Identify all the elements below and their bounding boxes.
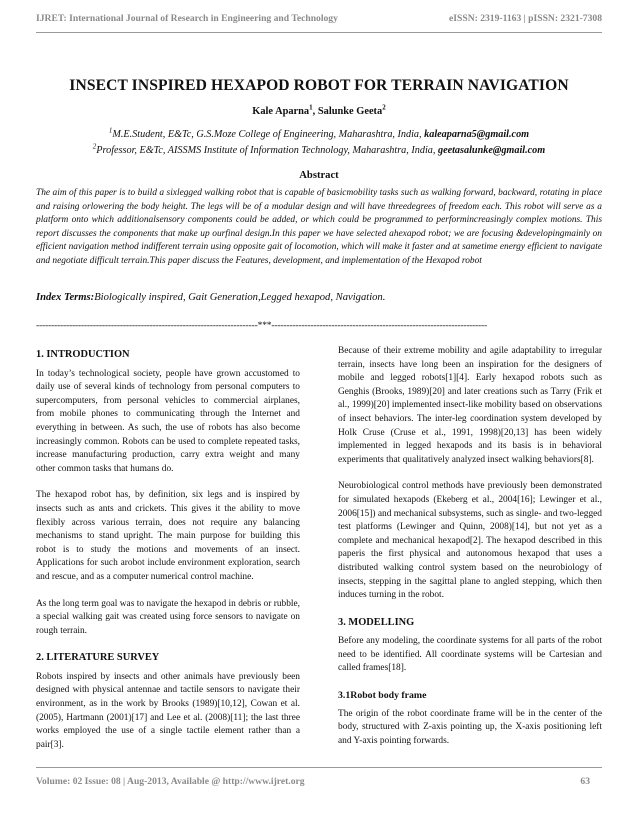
- literature-survey-paragraph: Robots inspired by insects and other animals have previously been designed with physical antennae and tactile sensors to navigate their environment, as in the work by Brooks (1989)[10,12], Cowan et al. (2005), Hartmann (2001)[17] and Lee et al. (2008)[11]; the last three works employed the use of a single tactile element rather than a pair[3].: [36, 671, 300, 750]
- robot-body-frame-heading: 3.1Robot body frame: [338, 690, 427, 702]
- introduction-paragraph-1: In today’s technological society, people have grown accustomed to daily use of several kinds of technology from personal computers to supercomputers, from personal vehicles to commercial airplanes, from mobile phones to communicating through the Internet and everything in between. As such, the use of robots has also become increasingly common. Robots can be used to complete repeated tasks, increase manufacturing production, carry extra weight and many other common tasks that humans do.: [36, 368, 300, 474]
- affiliation-1: [36, 126, 602, 140]
- affiliation-2: [36, 142, 602, 156]
- affiliation-1-email[interactable]: kaleaparna5@gmail.com: [424, 129, 530, 140]
- author-2-sup: 2: [382, 103, 386, 112]
- introduction-paragraph-2: The hexapod robot has, by definition, six legs and is inspired by insects such as ants and crickets. This gives it the ability to move flexibly across various terrain, does not require any balancing mechanisms to stand upright. The main purpose for building this robot is to study the motions and movements of an insect. Applications for such arobot include environment exploration, search and rescue, and as a computer numerical control machine.: [36, 490, 300, 582]
- introduction-heading: 1. INTRODUCTION: [36, 349, 130, 360]
- literature-paragraph-3: Neurobiological control methods have previously been demonstrated for simulated hexapods (Ekeberg et al., 2004[16]; Lewinger et al., 2006[15]) and mechanical subsystems, such as single- and two-legged test platforms (Lewinger and Quinn, 2008)[14], but not yet as a complete and mechanical hexapod[2]. The hexapod described in this paperis the first physical and autonomous hexapod that uses a distributed walking control system based on the neurobiology of insects, stepping in the sagittal plane to angled stepping, which then induces turning in the robot.: [338, 481, 602, 601]
- affiliation-1-text: M.E.Student, E&Tc, G.S.Moze College of Engineering, Maharashtra, India,: [112, 129, 425, 140]
- left-column: [36, 348, 300, 765]
- page-number: 63: [580, 776, 590, 787]
- literature-survey-heading: 2. LITERATURE SURVEY: [36, 652, 160, 664]
- header-rule: [36, 32, 602, 33]
- footer-rule: [36, 767, 602, 768]
- modelling-paragraph: Before any modeling, the coordinate systems for all parts of the robot need to be identified. All coordinate systems will be Cartesian and called frames[18].: [338, 636, 602, 674]
- right-column: [338, 345, 602, 761]
- author-line: [36, 103, 602, 117]
- modelling-heading: 3. MODELLING: [338, 616, 415, 628]
- abstract-text: The aim of this paper is to build a sixlegged walking robot that is capable of basicmobility tasks such as walking forward, backward, rotating in place and raising orlowering the body height. The legs will be of a modular design and will have threedegrees of freedom each. This robot will serve as a platform onto which additionalsensory components could be added, or which could be programmed to performincreasingly complex motions. This report discusses the components that make up ourfinal design.In this paper we have selected ahexapod robot; we are focusing &developingmainly on efficient navigation method indifferent terrain using opposite gait of locomotion, which will make it faster and at sametime energy efficient to navigate and negotiate difficult terrain.This paper discuss the Features, development, and implementation of the Hexapod robot: [36, 188, 602, 266]
- index-terms: [36, 292, 602, 303]
- footer-text: Volume: 02 Issue: 08 | Aug-2013, Available @ http://www.ijret.org: [36, 776, 305, 787]
- affiliation-1-sup: 1: [108, 126, 113, 135]
- running-footer: [36, 776, 602, 792]
- abstract-heading: Abstract: [299, 170, 339, 181]
- running-header: [36, 13, 602, 29]
- section-separator: --------------------------------------------------------------------------***------------------------------------------------------------------------: [36, 320, 488, 331]
- author-1: Kale Aparna: [252, 106, 310, 117]
- paper-title: INSECT INSPIRED HEXAPOD ROBOT FOR TERRAIN NAVIGATION: [69, 77, 569, 94]
- robot-body-frame-paragraph: The origin of the robot coordinate frame will be in the center of the body, structured with Z-axis pointing up, the X-axis positioning left and Y-axis pointing forwards.: [338, 708, 602, 746]
- index-terms-label: Index Terms:: [36, 292, 95, 303]
- index-terms-text: Biologically inspired, Gait Generation,Legged hexapod, Navigation.: [94, 292, 386, 303]
- introduction-paragraph-3: As the long term goal was to navigate the hexapod in debris or rubble, a special walking gait was created using force sensors to navigate on rough terrain.: [36, 598, 300, 636]
- journal-name: IJRET: International Journal of Research in Engineering and Technology: [36, 13, 338, 24]
- literature-paragraph-2: Because of their extreme mobility and agile adaptability to irregular terrain, insects have long been an inspiration for the designers of mobile and legged robots[1][4]. Early hexapod robots such as Genghis (Brooks, 1989)[20] and later creations such as Tarry (Frik et al., 1999)[20] implemented insect-like mobility based on observations of insect behaviors. The inter-leg coordination system developed by Holk Cruse (Cruse et al., 1991, 1998)[20,13] has been widely implemented in legged hexapods and its basis is in behavioral experiments that qualitatively analyzed insect walking behaviors[8].: [338, 346, 602, 465]
- affiliation-2-sup: 2: [92, 142, 97, 151]
- author-separator: ,: [312, 106, 318, 117]
- author-1-sup: 1: [309, 103, 313, 112]
- affiliation-2-text: Professor, E&Tc, AISSMS Institute of Information Technology, Maharashtra, India,: [96, 145, 438, 156]
- author-2: Salunke Geeta: [317, 106, 383, 117]
- affiliation-2-email[interactable]: geetasalunke@gmail.com: [437, 145, 546, 156]
- issn: eISSN: 2319-1163 | pISSN: 2321-7308: [449, 13, 602, 24]
